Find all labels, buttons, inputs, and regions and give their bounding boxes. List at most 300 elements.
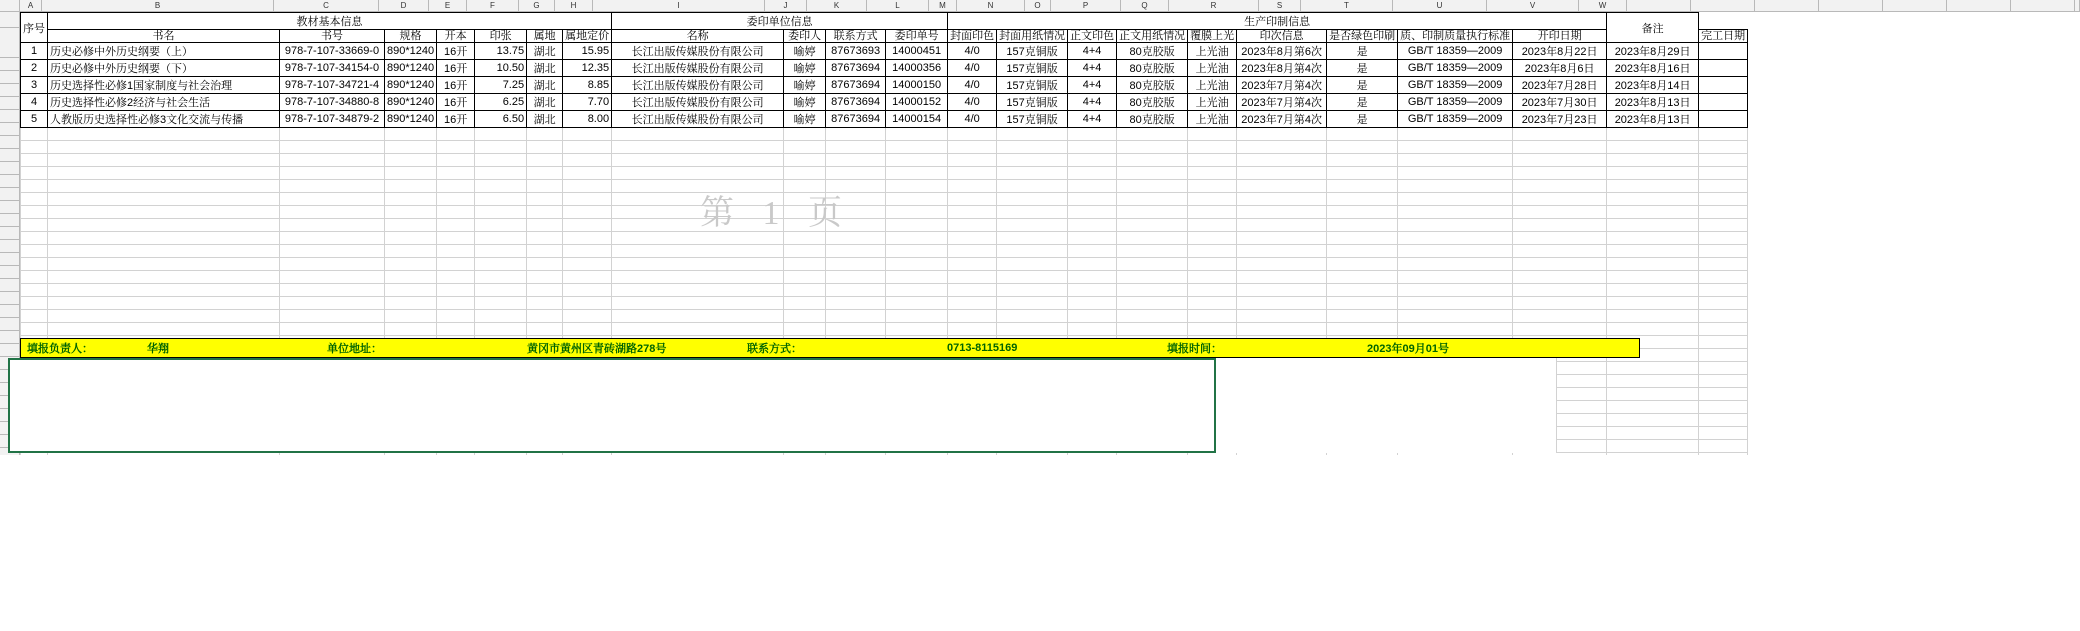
row-header-3[interactable] (0, 58, 20, 71)
empty-cell[interactable] (1607, 180, 1699, 193)
empty-cell[interactable] (886, 284, 948, 297)
empty-cell[interactable] (612, 128, 784, 141)
empty-row[interactable] (21, 154, 1748, 167)
row-header-5[interactable] (0, 84, 20, 97)
empty-cell[interactable] (1607, 375, 1699, 388)
cell-start_date[interactable]: 2023年8月22日 (1513, 43, 1607, 60)
empty-cell[interactable] (1513, 310, 1607, 323)
empty-cell[interactable] (437, 258, 475, 271)
empty-cell[interactable] (1117, 154, 1188, 167)
empty-cell[interactable] (1607, 154, 1699, 167)
empty-cell[interactable] (886, 154, 948, 167)
empty-cell[interactable] (1327, 258, 1398, 271)
empty-cell[interactable] (1068, 323, 1117, 336)
empty-cell[interactable] (826, 193, 886, 206)
empty-cell[interactable] (1117, 297, 1188, 310)
column-header-extra[interactable] (1947, 0, 2011, 12)
empty-row[interactable] (21, 141, 1748, 154)
cell-region[interactable]: 湖北 (527, 43, 563, 60)
empty-cell[interactable] (1607, 310, 1699, 323)
empty-cell[interactable] (784, 128, 826, 141)
empty-cell[interactable] (1068, 167, 1117, 180)
empty-row[interactable] (21, 323, 1748, 336)
row-header-21[interactable] (0, 292, 20, 305)
empty-cell[interactable] (612, 206, 784, 219)
empty-cell[interactable] (1237, 154, 1327, 167)
cell-region[interactable]: 湖北 (527, 60, 563, 77)
empty-cell[interactable] (48, 310, 280, 323)
row-header-11[interactable] (0, 162, 20, 175)
empty-cell[interactable] (1188, 206, 1237, 219)
empty-cell[interactable] (437, 180, 475, 193)
empty-cell[interactable] (1513, 154, 1607, 167)
empty-cell[interactable] (1699, 414, 1748, 427)
empty-row[interactable] (21, 284, 1748, 297)
row-header-25[interactable] (0, 344, 20, 357)
empty-cell[interactable] (997, 245, 1068, 258)
cell-price[interactable]: 8.00 (563, 111, 612, 128)
empty-cell[interactable] (1327, 297, 1398, 310)
empty-cell[interactable] (527, 206, 563, 219)
cell-cover_paper[interactable]: 157克铜版 (997, 60, 1068, 77)
empty-cell[interactable] (1188, 297, 1237, 310)
empty-cell[interactable] (280, 141, 385, 154)
empty-cell[interactable] (527, 154, 563, 167)
empty-cell[interactable] (563, 323, 612, 336)
empty-cell[interactable] (1699, 297, 1748, 310)
empty-cell[interactable] (385, 141, 437, 154)
cell-cover_color[interactable]: 4/0 (948, 94, 997, 111)
empty-cell[interactable] (612, 297, 784, 310)
cell-finish_date[interactable]: 2023年8月29日 (1607, 43, 1699, 60)
cell-book_name[interactable]: 历史必修中外历史纲要（上） (48, 43, 280, 60)
cell-text_paper[interactable]: 80克胶版 (1117, 94, 1188, 111)
empty-cell[interactable] (826, 232, 886, 245)
cell-cover_paper[interactable]: 157克铜版 (997, 43, 1068, 60)
empty-cell[interactable] (1699, 284, 1748, 297)
column-header-S[interactable]: S (1259, 0, 1301, 12)
column-header-I[interactable]: I (593, 0, 765, 12)
empty-cell[interactable] (612, 245, 784, 258)
empty-cell[interactable] (1398, 141, 1513, 154)
empty-cell[interactable] (1699, 401, 1748, 414)
empty-cell[interactable] (612, 284, 784, 297)
empty-cell[interactable] (997, 193, 1068, 206)
empty-cell[interactable] (1607, 297, 1699, 310)
empty-cell[interactable] (1513, 297, 1607, 310)
empty-cell[interactable] (21, 232, 48, 245)
column-header-W[interactable]: W (1579, 0, 1627, 12)
cell-standard[interactable]: GB/T 18359—2009 (1398, 77, 1513, 94)
cell-print_run[interactable]: 2023年7月第4次 (1237, 77, 1327, 94)
empty-cell[interactable] (1398, 206, 1513, 219)
column-header-Q[interactable]: Q (1121, 0, 1169, 12)
empty-cell[interactable] (385, 271, 437, 284)
column-header-A[interactable]: A (20, 0, 42, 12)
empty-cell[interactable] (1237, 323, 1327, 336)
empty-cell[interactable] (1237, 258, 1327, 271)
empty-cell[interactable] (1699, 310, 1748, 323)
column-header-extra[interactable] (2075, 0, 2080, 12)
cell-seq[interactable]: 3 (21, 77, 48, 94)
empty-cell[interactable] (948, 232, 997, 245)
empty-cell[interactable] (1607, 427, 1699, 440)
empty-cell[interactable] (784, 180, 826, 193)
cell-sheets[interactable]: 6.50 (475, 111, 527, 128)
empty-cell[interactable] (527, 193, 563, 206)
empty-cell[interactable] (1237, 284, 1327, 297)
cell-green_print[interactable]: 是 (1327, 94, 1398, 111)
empty-cell[interactable] (886, 245, 948, 258)
empty-cell[interactable] (280, 128, 385, 141)
cell-region[interactable]: 湖北 (527, 77, 563, 94)
empty-cell[interactable] (1117, 271, 1188, 284)
column-header-extra[interactable] (1627, 0, 1691, 12)
empty-cell[interactable] (563, 180, 612, 193)
empty-cell[interactable] (826, 284, 886, 297)
empty-cell[interactable] (1237, 128, 1327, 141)
empty-cell[interactable] (527, 167, 563, 180)
empty-cell[interactable] (886, 141, 948, 154)
cell-standard[interactable]: GB/T 18359—2009 (1398, 94, 1513, 111)
empty-cell[interactable] (1607, 219, 1699, 232)
empty-cell[interactable] (563, 141, 612, 154)
column-header-N[interactable]: N (957, 0, 1025, 12)
empty-cell[interactable] (784, 271, 826, 284)
empty-cell[interactable] (1188, 245, 1237, 258)
cell-text_color[interactable]: 4+4 (1068, 43, 1117, 60)
row-header-13[interactable] (0, 188, 20, 201)
cell-text_color[interactable]: 4+4 (1068, 60, 1117, 77)
empty-cell[interactable] (612, 180, 784, 193)
empty-cell[interactable] (1607, 128, 1699, 141)
row-header-4[interactable] (0, 71, 20, 84)
empty-cell[interactable] (48, 167, 280, 180)
cell-text_color[interactable]: 4+4 (1068, 94, 1117, 111)
empty-cell[interactable] (21, 297, 48, 310)
empty-cell[interactable] (886, 232, 948, 245)
empty-cell[interactable] (997, 297, 1068, 310)
empty-cell[interactable] (612, 154, 784, 167)
empty-cell[interactable] (1699, 219, 1748, 232)
cell-cover_color[interactable]: 4/0 (948, 43, 997, 60)
column-header-M[interactable]: M (929, 0, 957, 12)
empty-cell[interactable] (527, 284, 563, 297)
empty-cell[interactable] (1699, 323, 1748, 336)
cell-unit_name[interactable]: 长江出版传媒股份有限公司 (612, 43, 784, 60)
empty-cell[interactable] (1699, 154, 1748, 167)
empty-cell[interactable] (948, 310, 997, 323)
empty-cell[interactable] (784, 297, 826, 310)
empty-cell[interactable] (1188, 180, 1237, 193)
cell-text_paper[interactable]: 80克胶版 (1117, 43, 1188, 60)
cell-spec[interactable]: 890*1240 (385, 43, 437, 60)
empty-cell[interactable] (1327, 167, 1398, 180)
cell-lamination[interactable]: 上光油 (1188, 43, 1237, 60)
empty-cell[interactable] (1327, 232, 1398, 245)
empty-cell[interactable] (948, 323, 997, 336)
empty-cell[interactable] (826, 310, 886, 323)
cell-green_print[interactable]: 是 (1327, 60, 1398, 77)
empty-row[interactable] (21, 193, 1748, 206)
empty-cell[interactable] (1068, 297, 1117, 310)
cell-contact_person[interactable]: 喻婷 (784, 111, 826, 128)
empty-cell[interactable] (1513, 232, 1607, 245)
empty-cell[interactable] (1398, 180, 1513, 193)
cell-seq[interactable]: 4 (21, 94, 48, 111)
empty-cell[interactable] (385, 193, 437, 206)
row-header-18[interactable] (0, 253, 20, 266)
row-header-20[interactable] (0, 279, 20, 292)
column-header-K[interactable]: K (807, 0, 867, 12)
empty-cell[interactable] (563, 206, 612, 219)
empty-cell[interactable] (1398, 219, 1513, 232)
empty-cell[interactable] (1607, 206, 1699, 219)
cell-unit_name[interactable]: 长江出版传媒股份有限公司 (612, 77, 784, 94)
empty-cell[interactable] (1699, 349, 1748, 362)
empty-cell[interactable] (280, 310, 385, 323)
cell-contact_person[interactable]: 喻婷 (784, 60, 826, 77)
empty-cell[interactable] (21, 180, 48, 193)
empty-cell[interactable] (437, 206, 475, 219)
empty-cell[interactable] (385, 219, 437, 232)
cell-price[interactable]: 15.95 (563, 43, 612, 60)
empty-cell[interactable] (48, 232, 280, 245)
empty-cell[interactable] (1398, 193, 1513, 206)
empty-cell[interactable] (784, 310, 826, 323)
empty-cell[interactable] (1607, 440, 1699, 453)
cell-print_run[interactable]: 2023年8月第4次 (1237, 60, 1327, 77)
empty-cell[interactable] (48, 128, 280, 141)
empty-cell[interactable] (784, 154, 826, 167)
cell-standard[interactable]: GB/T 18359—2009 (1398, 60, 1513, 77)
empty-cell[interactable] (1699, 258, 1748, 271)
cell-contact_person[interactable]: 喻婷 (784, 43, 826, 60)
cell-lamination[interactable]: 上光油 (1188, 111, 1237, 128)
empty-cell[interactable] (1699, 193, 1748, 206)
cell-spec[interactable]: 890*1240 (385, 111, 437, 128)
empty-cell[interactable] (1068, 232, 1117, 245)
empty-cell[interactable] (1607, 323, 1699, 336)
cell-book_name[interactable]: 历史必修中外历史纲要（下） (48, 60, 280, 77)
empty-cell[interactable] (527, 310, 563, 323)
empty-cell[interactable] (1513, 206, 1607, 219)
cell-remark[interactable] (1699, 43, 1748, 60)
empty-cell[interactable] (1068, 193, 1117, 206)
empty-cell[interactable] (48, 180, 280, 193)
cell-start_date[interactable]: 2023年7月23日 (1513, 111, 1607, 128)
empty-cell[interactable] (21, 284, 48, 297)
cell-remark[interactable] (1699, 94, 1748, 111)
row-header-10[interactable] (0, 149, 20, 162)
row-header-17[interactable] (0, 240, 20, 253)
cell-text_paper[interactable]: 80克胶版 (1117, 77, 1188, 94)
cell-sheets[interactable]: 7.25 (475, 77, 527, 94)
empty-cell[interactable] (1188, 258, 1237, 271)
empty-row[interactable] (21, 310, 1748, 323)
empty-cell[interactable] (1513, 219, 1607, 232)
empty-cell[interactable] (280, 219, 385, 232)
empty-cell[interactable] (280, 193, 385, 206)
empty-cell[interactable] (280, 167, 385, 180)
empty-cell[interactable] (1398, 154, 1513, 167)
empty-cell[interactable] (385, 180, 437, 193)
empty-cell[interactable] (1513, 258, 1607, 271)
empty-cell[interactable] (1188, 310, 1237, 323)
empty-cell[interactable] (1327, 245, 1398, 258)
empty-cell[interactable] (1117, 141, 1188, 154)
cell-print_run[interactable]: 2023年7月第4次 (1237, 94, 1327, 111)
empty-cell[interactable] (1398, 167, 1513, 180)
empty-cell[interactable] (437, 284, 475, 297)
empty-row[interactable] (21, 219, 1748, 232)
empty-cell[interactable] (1699, 362, 1748, 375)
empty-cell[interactable] (826, 271, 886, 284)
empty-cell[interactable] (48, 271, 280, 284)
empty-cell[interactable] (997, 206, 1068, 219)
cell-format[interactable]: 16开 (437, 111, 475, 128)
empty-cell[interactable] (527, 258, 563, 271)
cell-format[interactable]: 16开 (437, 77, 475, 94)
empty-cell[interactable] (563, 258, 612, 271)
column-header-E[interactable]: E (429, 0, 467, 12)
empty-cell[interactable] (1398, 245, 1513, 258)
row-header-12[interactable] (0, 175, 20, 188)
cell-region[interactable]: 湖北 (527, 94, 563, 111)
empty-cell[interactable] (437, 154, 475, 167)
cell-book_name[interactable]: 历史选择性必修2经济与社会生活 (48, 94, 280, 111)
empty-cell[interactable] (21, 206, 48, 219)
cell-green_print[interactable]: 是 (1327, 111, 1398, 128)
empty-cell[interactable] (1068, 258, 1117, 271)
cell-lamination[interactable]: 上光油 (1188, 60, 1237, 77)
empty-cell[interactable] (21, 193, 48, 206)
cell-seq[interactable]: 2 (21, 60, 48, 77)
cell-start_date[interactable]: 2023年8月6日 (1513, 60, 1607, 77)
empty-cell[interactable] (948, 245, 997, 258)
empty-cell[interactable] (1398, 271, 1513, 284)
empty-cell[interactable] (1398, 128, 1513, 141)
empty-cell[interactable] (1327, 310, 1398, 323)
column-header-P[interactable]: P (1051, 0, 1121, 12)
cell-price[interactable]: 8.85 (563, 77, 612, 94)
empty-cell[interactable] (48, 323, 280, 336)
empty-cell[interactable] (1188, 284, 1237, 297)
empty-cell[interactable] (527, 232, 563, 245)
empty-cell[interactable] (1068, 310, 1117, 323)
empty-cell[interactable] (886, 297, 948, 310)
empty-cell[interactable] (527, 128, 563, 141)
empty-cell[interactable] (948, 206, 997, 219)
empty-cell[interactable] (475, 258, 527, 271)
empty-cell[interactable] (997, 284, 1068, 297)
cell-cover_color[interactable]: 4/0 (948, 60, 997, 77)
empty-cell[interactable] (1607, 388, 1699, 401)
empty-cell[interactable] (1513, 271, 1607, 284)
empty-cell[interactable] (1513, 128, 1607, 141)
empty-cell[interactable] (1398, 284, 1513, 297)
empty-cell[interactable] (1237, 141, 1327, 154)
empty-cell[interactable] (48, 193, 280, 206)
empty-cell[interactable] (48, 219, 280, 232)
empty-cell[interactable] (475, 206, 527, 219)
cell-price[interactable]: 7.70 (563, 94, 612, 111)
empty-cell[interactable] (563, 232, 612, 245)
empty-cell[interactable] (1068, 206, 1117, 219)
empty-cell[interactable] (1699, 440, 1748, 453)
empty-cell[interactable] (475, 232, 527, 245)
column-header-V[interactable]: V (1487, 0, 1579, 12)
cell-unit_name[interactable]: 长江出版传媒股份有限公司 (612, 60, 784, 77)
empty-cell[interactable] (437, 128, 475, 141)
cell-phone[interactable]: 87673693 (826, 43, 886, 60)
empty-cell[interactable] (563, 167, 612, 180)
empty-cell[interactable] (563, 284, 612, 297)
empty-row[interactable] (21, 232, 1748, 245)
column-header-D[interactable]: D (379, 0, 429, 12)
empty-cell[interactable] (475, 271, 527, 284)
empty-cell[interactable] (437, 219, 475, 232)
empty-cell[interactable] (563, 193, 612, 206)
empty-cell[interactable] (48, 284, 280, 297)
empty-cell[interactable] (784, 206, 826, 219)
empty-cell[interactable] (1117, 284, 1188, 297)
cell-cover_paper[interactable]: 157克铜版 (997, 77, 1068, 94)
empty-cell[interactable] (997, 219, 1068, 232)
empty-cell[interactable] (48, 258, 280, 271)
cell-standard[interactable]: GB/T 18359—2009 (1398, 43, 1513, 60)
empty-cell[interactable] (21, 167, 48, 180)
empty-cell[interactable] (475, 323, 527, 336)
empty-cell[interactable] (948, 167, 997, 180)
empty-cell[interactable] (1513, 323, 1607, 336)
cell-green_print[interactable]: 是 (1327, 77, 1398, 94)
empty-cell[interactable] (563, 271, 612, 284)
empty-cell[interactable] (1237, 193, 1327, 206)
column-header-B[interactable]: B (42, 0, 274, 12)
cell-phone[interactable]: 87673694 (826, 94, 886, 111)
empty-cell[interactable] (1117, 232, 1188, 245)
empty-cell[interactable] (437, 232, 475, 245)
cell-remark[interactable] (1699, 60, 1748, 77)
empty-cell[interactable] (997, 258, 1068, 271)
cell-order_no[interactable]: 14000356 (886, 60, 948, 77)
empty-cell[interactable] (527, 141, 563, 154)
empty-cell[interactable] (1699, 180, 1748, 193)
empty-cell[interactable] (437, 310, 475, 323)
empty-cell[interactable] (475, 193, 527, 206)
empty-cell[interactable] (475, 284, 527, 297)
empty-cell[interactable] (475, 141, 527, 154)
cell-isbn[interactable]: 978-7-107-34880-8 (280, 94, 385, 111)
empty-cell[interactable] (1068, 219, 1117, 232)
cell-phone[interactable]: 87673694 (826, 111, 886, 128)
empty-cell[interactable] (527, 271, 563, 284)
cell-contact_person[interactable]: 喻婷 (784, 94, 826, 111)
cell-cover_color[interactable]: 4/0 (948, 77, 997, 94)
empty-cell[interactable] (385, 245, 437, 258)
empty-cell[interactable] (527, 180, 563, 193)
cell-format[interactable]: 16开 (437, 94, 475, 111)
empty-cell[interactable] (997, 271, 1068, 284)
empty-cell[interactable] (1607, 245, 1699, 258)
empty-cell[interactable] (784, 219, 826, 232)
empty-cell[interactable] (1068, 141, 1117, 154)
cell-phone[interactable]: 87673694 (826, 60, 886, 77)
cell-order_no[interactable]: 14000451 (886, 43, 948, 60)
empty-cell[interactable] (475, 219, 527, 232)
cell-text_paper[interactable]: 80克胶版 (1117, 111, 1188, 128)
